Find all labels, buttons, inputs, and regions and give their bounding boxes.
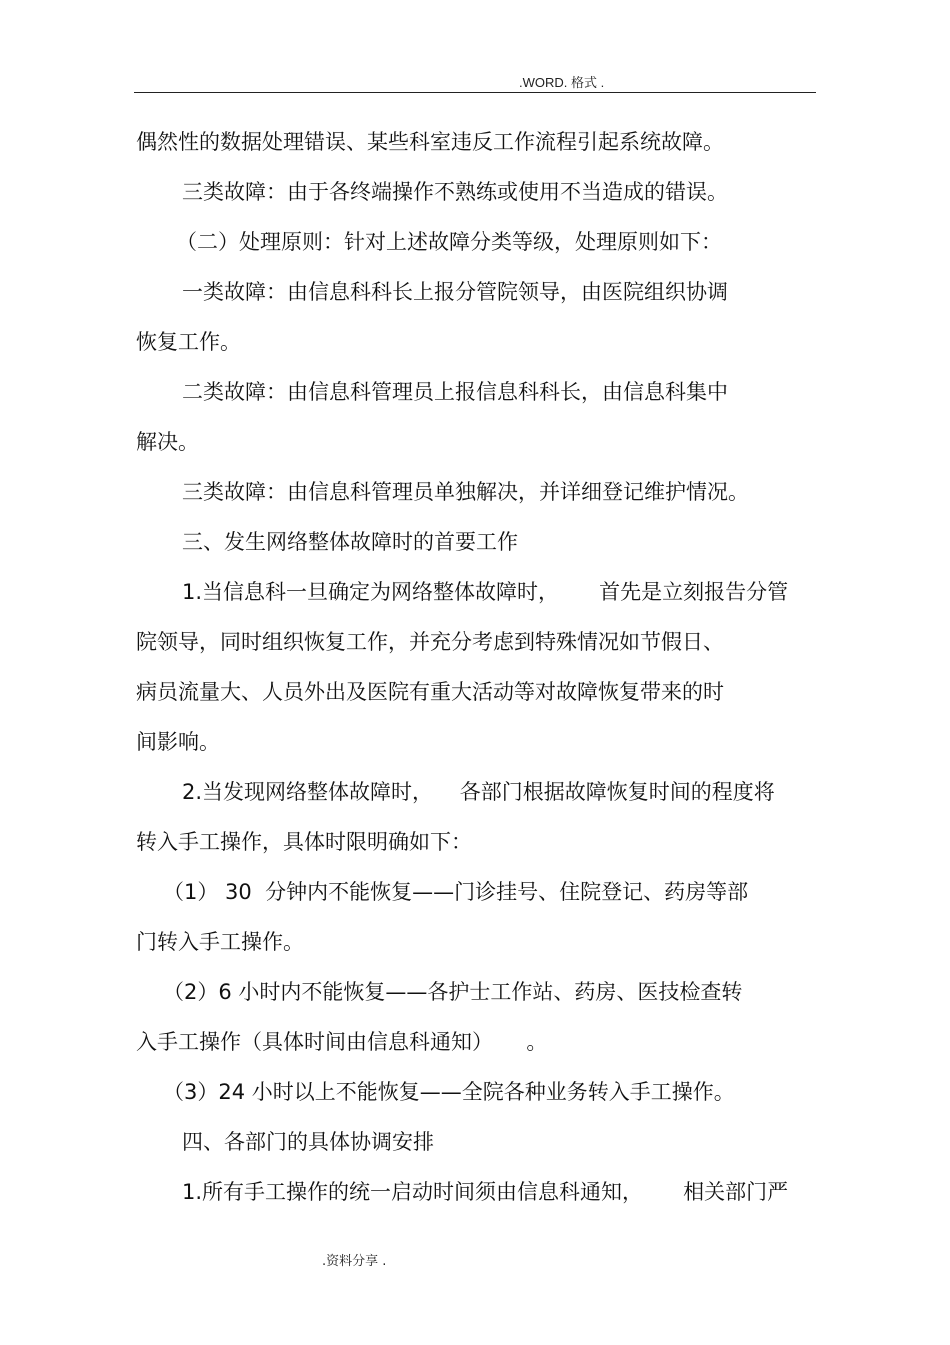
text-line: 一类故障：由信息科科长上报分管院领导，由医院组织协调	[182, 280, 728, 304]
text-line: 二类故障：由信息科管理员上报信息科科长，由信息科集中	[182, 380, 728, 404]
page-header: .WORD. 格式 .	[519, 75, 605, 90]
text-line: 三类故障：由信息科管理员单独解决，并详细登记维护情况。	[182, 480, 749, 504]
text-line: （3）24 小时以上不能恢复——全院各种业务转入手工操作。	[163, 1080, 735, 1104]
text-line: （1） 30 分钟内不能恢复——门诊挂号、住院登记、药房等部	[163, 880, 749, 904]
text-line: 四、各部门的具体协调安排	[182, 1130, 434, 1154]
text-line: 恢复工作。	[136, 330, 241, 354]
text-line: 转入手工操作，具体时限明确如下：	[136, 830, 472, 854]
text-line: 三、发生网络整体故障时的首要工作	[182, 530, 518, 554]
text-line: 病员流量大、人员外出及医院有重大活动等对故障恢复带来的时	[136, 680, 724, 704]
text-line: 1.当信息科一旦确定为网络整体故障时， 首先是立刻报告分管	[182, 580, 789, 604]
text-line: （2）6 小时内不能恢复——各护士工作站、药房、医技检查转	[163, 980, 743, 1004]
page-footer: .资料分享 .	[322, 1254, 387, 1269]
text-line: 1.所有手工操作的统一启动时间须由信息科通知， 相关部门严	[182, 1180, 789, 1204]
text-line: 院领导，同时组织恢复工作，并充分考虑到特殊情况如节假日、	[136, 630, 724, 654]
text-line: 2.当发现网络整体故障时， 各部门根据故障恢复时间的程度将	[182, 780, 775, 804]
text-line: 间影响。	[136, 730, 220, 754]
text-line: 入手工操作（具体时间由信息科通知） 。	[136, 1030, 548, 1054]
text-line: 偶然性的数据处理错误、某些科室违反工作流程引起系统故障。	[136, 130, 724, 154]
header-divider	[134, 92, 816, 93]
text-line: 门转入手工操作。	[136, 930, 304, 954]
text-line: 三类故障：由于各终端操作不熟练或使用不当造成的错误。	[182, 180, 728, 204]
text-line: （二）处理原则：针对上述故障分类等级，处理原则如下：	[176, 230, 722, 254]
text-line: 解决。	[136, 430, 199, 454]
